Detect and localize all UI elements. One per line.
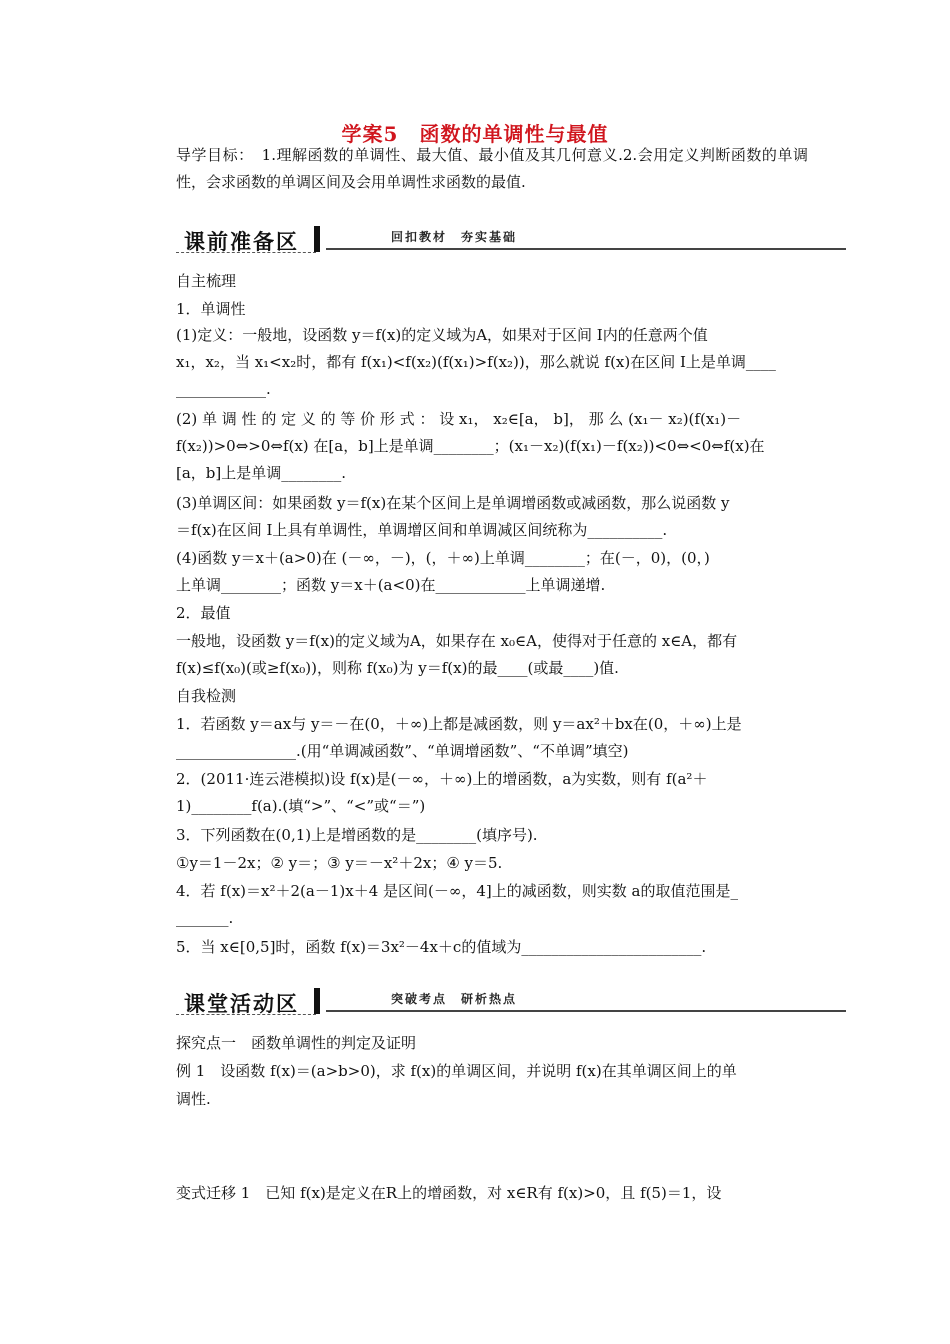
text-line: x₁，x₂，当 x₁<x₂时，都有 f(x₁)<f(x₂)(f(x₁)>f(x₂))，那么就说 f(x)在区间 I上是单调____ [176, 353, 776, 371]
text-line: (2) 单 调 性 的 定 义 的 等 价 形 式 ： 设 x₁， x₂∈[a， b]， 那 么 (x₁－ x₂)(f(x₁)－ [176, 410, 742, 428]
text-line: (3)单调区间：如果函数 y＝f(x)在某个区间上是单调增函数或减函数，那么说函数 y [176, 494, 730, 512]
text-line: (1)定义：一般地，设函数 y＝f(x)的定义域为A，如果对于区间 I内的任意两个值 [176, 326, 708, 344]
question-line: 1．若函数 y＝ax与 y＝－在(0，＋∞)上都是减函数，则 y＝ax²＋bx在(0，＋∞)上是 [176, 715, 742, 733]
text-line: [a，b]上是单调________. [176, 464, 347, 482]
question-line: ①y＝1－2x；② y＝；③ y＝－x²＋2x；④ y＝5. [176, 854, 503, 872]
section-header-class [176, 984, 846, 1020]
rule-line [326, 1010, 846, 1012]
section-label: 课堂活动区 [184, 992, 299, 1016]
question-line: ________________.(用“单调减函数”、“单调增函数”、“不单调”填空) [176, 742, 629, 760]
question-line: 4．若 f(x)＝x²＋2(a－1)x＋4 是区间(－∞，4]上的减函数，则实数 a的取值范围是_ [176, 882, 738, 900]
text-line: f(x)≤f(x₀)(或≥f(x₀))，则称 f(x₀)为 y＝f(x)的最____(或最____)值. [176, 659, 619, 677]
text-line: 上单调________；函数 y＝x＋(a<0)在____________上单调递增. [176, 576, 606, 594]
question-line: 5．当 x∈[0,5]时，函数 f(x)＝3x²－4x＋c的值域为________________________. [176, 938, 707, 956]
example-line: 调性. [176, 1090, 211, 1108]
divider-bar [314, 988, 320, 1014]
divider-bar [314, 226, 320, 252]
text-line: (4)函数 y＝x＋(a>0)在 (－∞，－)，(，＋∞)上单调________；在(－，0)，(0，) [176, 549, 710, 567]
example-line: 例 1 设函数 f(x)＝(a>b>0)，求 f(x)的单调区间，并说明 f(x)在其单调区间上的单 [176, 1062, 737, 1080]
rule-line [326, 248, 846, 250]
heading-self-check: 自我检测 [176, 687, 237, 705]
heading-explore-1: 探究点一 函数单调性的判定及证明 [176, 1034, 417, 1052]
text-line: f(x₂))>0⇔>0⇔f(x) 在[a，b]上是单调________；(x₁－x₂)(f(x₁)－f(x₂))<0⇔<0⇔f(x)在 [176, 437, 765, 455]
question-line: _______. [176, 909, 234, 927]
text-line: ____________. [176, 380, 271, 398]
text-line: 一般地，设函数 y＝f(x)的定义域为A，如果存在 x₀∈A，使得对于任意的 x∈A，都有 [176, 632, 738, 650]
question-line: 2．(2011·连云港模拟)设 f(x)是(－∞，＋∞)上的增函数，a为实数，则有 f(a²＋ [176, 770, 708, 788]
page-title: 学案5 函数的单调性与最值 [341, 122, 609, 146]
section-subtitle: 突破考点 研析热点 [391, 992, 518, 1006]
question-line: 1)________f(a).(填“>”、“<”或“＝”) [176, 797, 426, 815]
section-label: 课前准备区 [184, 230, 299, 254]
heading-monotonicity: 1．单调性 [176, 300, 246, 318]
section-subtitle: 回扣教材 夯实基础 [391, 230, 518, 244]
learning-goal: 导学目标： 1.理解函数的单调性、最大值、最小值及其几何意义.2.会用定义判断函数的单调性，会求函数的单调区间及会用单调性求函数的最值. [176, 146, 808, 191]
section-header-prep [176, 222, 846, 258]
heading-extremum: 2．最值 [176, 604, 231, 622]
question-line: 3．下列函数在(0,1)上是增函数的是________(填序号). [176, 826, 538, 844]
dashed-underline [176, 252, 316, 253]
text-line: ＝f(x)在区间 I上具有单调性，单调增区间和单调减区间统称为__________. [176, 521, 668, 539]
variant-line: 变式迁移 1 已知 f(x)是定义在R上的增函数，对 x∈R有 f(x)>0，且 f(5)＝1，设 [176, 1184, 722, 1202]
heading-self-review: 自主梳理 [176, 272, 237, 290]
dashed-underline [176, 1014, 316, 1015]
